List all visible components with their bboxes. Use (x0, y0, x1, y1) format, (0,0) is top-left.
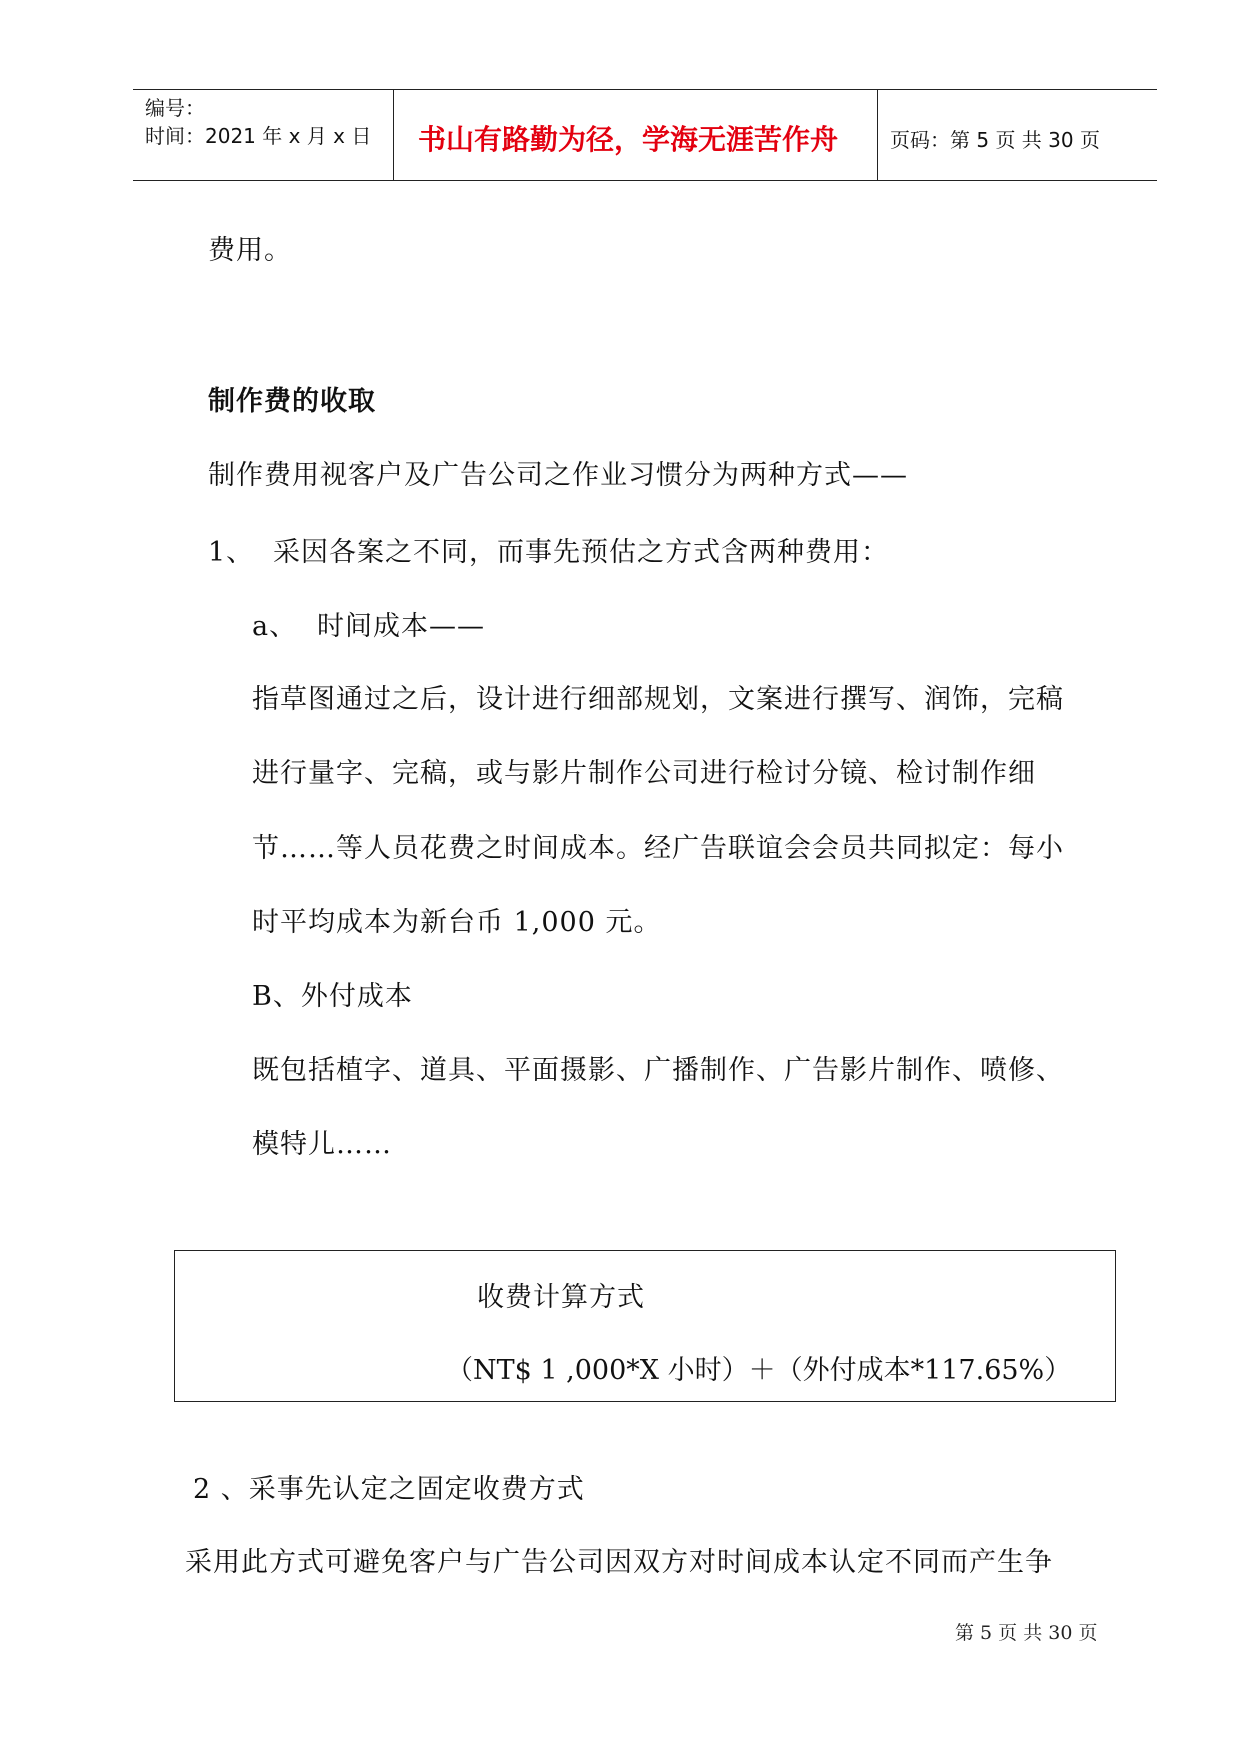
header-page-label: 页码：第 5 页 共 30 页 (890, 128, 1100, 152)
sub-a-line: 节……等人员花费之时间成本。经广告联谊会会员共同拟定：每小 (252, 833, 1064, 864)
header-time-label: 时间：2021 年 x 月 x 日 (145, 124, 372, 148)
intro-tail-text: 费用。 (208, 235, 292, 266)
intro-paragraph: 制作费用视客户及广告公司之作业习惯分为两种方式—— (208, 460, 908, 491)
sub-a-title: 时间成本—— (317, 611, 485, 642)
section-heading: 制作费的收取 (208, 386, 376, 417)
item-1-text: 采因各案之不同，而事先预估之方式含两种费用： (273, 537, 889, 568)
header-bottom-rule (133, 180, 1157, 181)
item-2-line: 采用此方式可避免客户与广告公司因双方对时间成本认定不同而产生争 (185, 1547, 1053, 1578)
header-motto: 书山有路勤为径，学海无涯苦作舟 (418, 123, 839, 156)
header-divider-left (393, 89, 394, 180)
sub-b-line: 既包括植字、道具、平面摄影、广播制作、广告影片制作、喷修、 (252, 1055, 1064, 1086)
sub-a-line: 指草图通过之后，设计进行细部规划，文案进行撰写、润饰，完稿 (252, 684, 1064, 715)
sub-b-title: B、外付成本 (252, 981, 413, 1012)
item-1-number: 1、 (208, 537, 255, 568)
header-divider-right (877, 89, 878, 180)
header-number-label: 编号： (145, 96, 205, 120)
sub-a-line: 时平均成本为新台币 1,000 元。 (252, 907, 662, 938)
header-top-rule (133, 89, 1157, 90)
sub-a-line: 进行量字、完稿，或与影片制作公司进行检讨分镜、检讨制作细 (252, 758, 1036, 789)
formula-expression: （NT$ 1 ,000*X 小时）＋（外付成本*117.65%） (446, 1355, 1072, 1386)
item-2-text: 2 、采事先认定之固定收费方式 (193, 1474, 585, 1505)
footer-page-number: 第 5 页 共 30 页 (955, 1622, 1098, 1644)
sub-b-line: 模特儿…… (252, 1129, 392, 1160)
formula-title: 收费计算方式 (477, 1282, 645, 1313)
sub-a-label: a、 (252, 611, 298, 642)
